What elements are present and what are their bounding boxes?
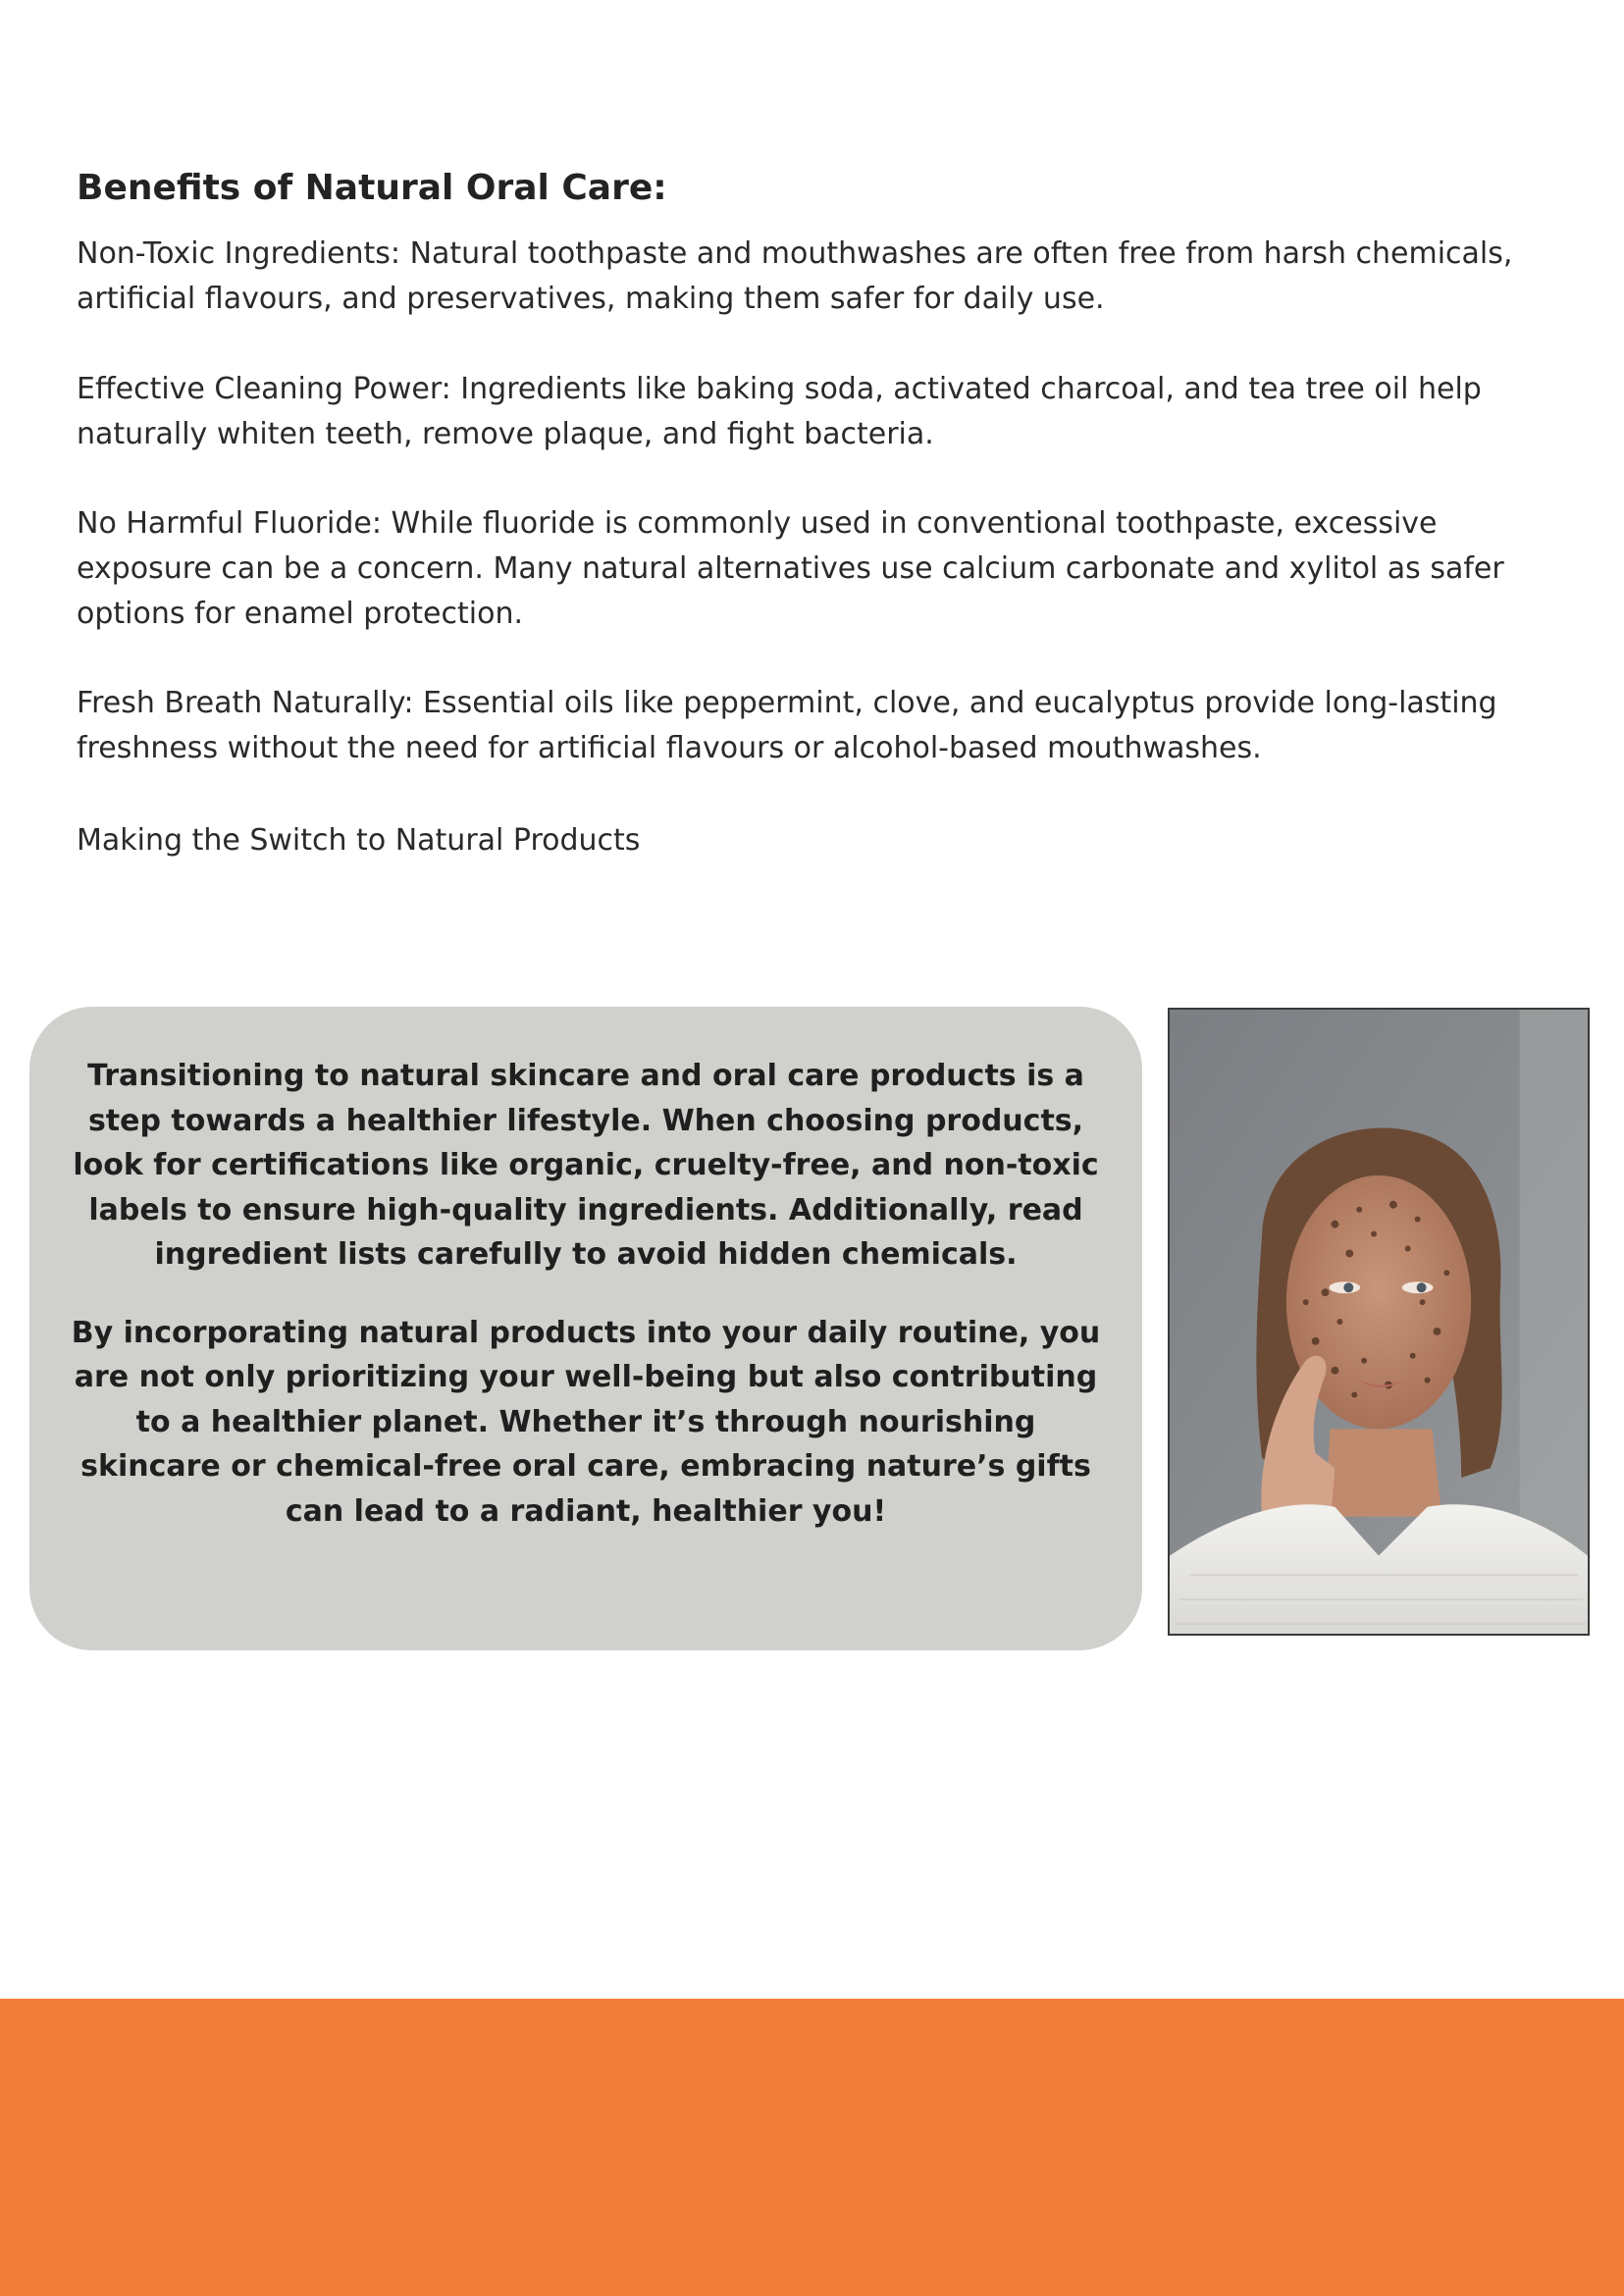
callout-paragraph-transition: Transitioning to natural skincare and oral care products is a step towards a healthier lifestyle. When choosing products, look for certifications like organic, cruelty-free, and non-toxic labels to ensure high-quality ingredients. Additionally, read ingredient lists carefully to avoid hidden chemicals.	[73, 1059, 1099, 1272]
paragraph-fresh-breath: Fresh Breath Naturally: Essential oils like peppermint, clove, and eucalyptus provide long-lasting freshness without the need for artificial flavours or alcohol-based mouthwashes.	[77, 686, 1497, 765]
callout-paragraph-routine: By incorporating natural products into your daily routine, you are not only prioritizing your well-being but also contributing to a healthier planet. Whether it’s through nourishing skincare or chemical-free oral care, embracing nature’s gifts can lead to a radiant, healthier you!	[71, 1315, 1101, 1529]
page-heading: Benefits of Natural Oral Care:	[77, 168, 667, 208]
paragraph-non-toxic-ingredients: Non-Toxic Ingredients: Natural toothpaste and mouthwashes are often free from harsh chemicals, artificial flavours, and preservatives, making them safer for daily use.	[77, 236, 1513, 316]
callout-box	[29, 1007, 1142, 1650]
paragraph-effective-cleaning: Effective Cleaning Power: Ingredients like baking soda, activated charcoal, and tea tree oil help naturally whiten teeth, remove plaque, and fight bacteria.	[77, 372, 1482, 451]
section-subheading-switch: Making the Switch to Natural Products	[77, 823, 641, 858]
woman-face-mask-photo	[1168, 1008, 1590, 1636]
paragraph-no-harmful-fluoride: No Harmful Fluoride: While fluoride is commonly used in conventional toothpaste, excessive exposure can be a concern. Many natural alternatives use calcium carbonate and xylitol as safer options for enamel protection.	[77, 506, 1504, 631]
footer-accent-band	[0, 1999, 1624, 2296]
